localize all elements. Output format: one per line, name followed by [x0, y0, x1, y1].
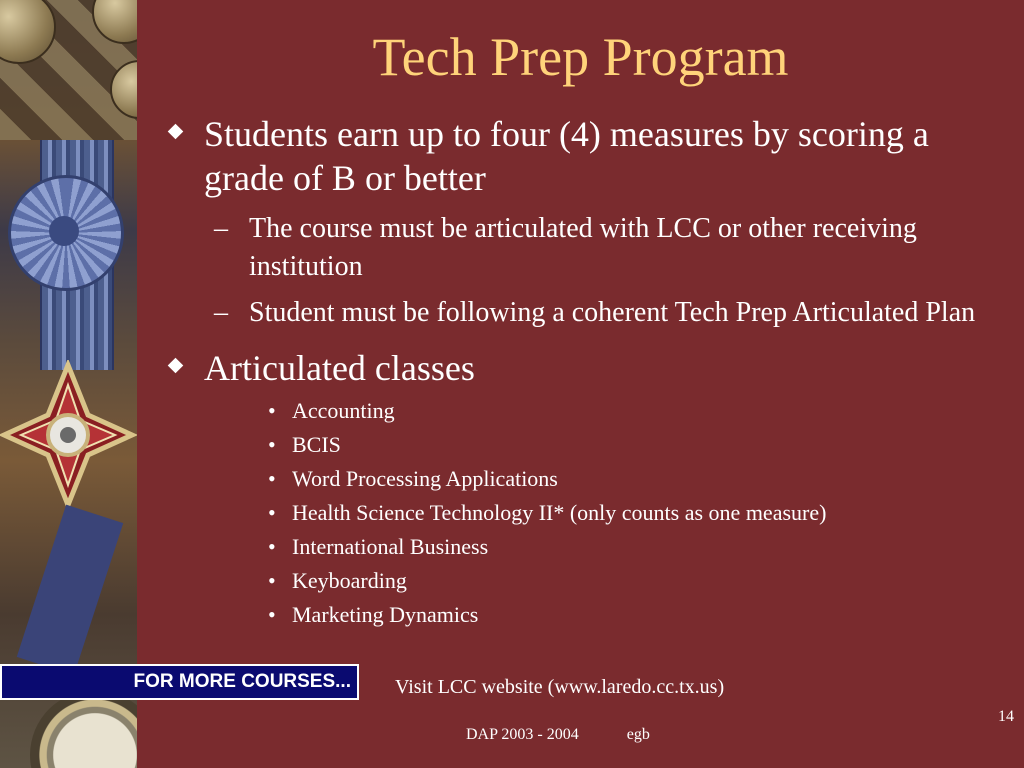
- for-more-courses-button[interactable]: FOR MORE COURSES...: [0, 664, 359, 700]
- class-name: BCIS: [292, 432, 341, 457]
- slide-footer: [466, 725, 650, 745]
- medal-cross-icon: [0, 360, 137, 510]
- dot-bullet-icon: •: [268, 466, 276, 491]
- class-name: Word Processing Applications: [292, 466, 558, 491]
- list-item: [168, 462, 998, 496]
- dot-bullet-icon: •: [268, 500, 276, 525]
- slide-content: [168, 112, 998, 632]
- slide-number: 14: [998, 708, 1014, 725]
- class-name: Keyboarding: [292, 568, 407, 593]
- bullet-level2: [168, 294, 998, 332]
- dot-bullet-icon: •: [268, 534, 276, 559]
- bullet-level1: [168, 112, 998, 200]
- bullet-level2: [168, 210, 998, 286]
- decorative-collage-image: [0, 0, 137, 768]
- bullet-level1: [168, 346, 998, 390]
- bullet-text: The course must be articulated with LCC or other receiving institution: [249, 213, 917, 282]
- dot-bullet-icon: •: [268, 432, 276, 457]
- class-name: Health Science Technology II* (only counts as one measure): [292, 500, 827, 525]
- list-item: [168, 564, 998, 598]
- diamond-bullet-icon: [168, 124, 184, 140]
- dash-bullet-icon: –: [214, 213, 228, 244]
- dash-bullet-icon: –: [214, 297, 228, 328]
- visit-lcc-website-link[interactable]: Visit LCC website (www.laredo.cc.tx.us): [395, 676, 725, 698]
- articulated-classes-list: [168, 394, 998, 632]
- dot-bullet-icon: •: [268, 602, 276, 627]
- footer-date-text: DAP 2003 - 2004: [466, 726, 579, 743]
- class-name: Accounting: [292, 398, 395, 423]
- list-item: [168, 530, 998, 564]
- slide-title: Tech Prep Program: [372, 27, 789, 87]
- list-item: [168, 598, 998, 632]
- diamond-bullet-icon: [168, 358, 184, 374]
- bullet-text: Student must be following a coherent Tech Prep Articulated Plan: [249, 297, 976, 328]
- class-name: International Business: [292, 534, 489, 559]
- compass-image: [30, 690, 137, 768]
- list-item: [168, 428, 998, 462]
- class-name: Marketing Dynamics: [292, 602, 479, 627]
- dot-bullet-icon: •: [268, 398, 276, 423]
- medal-band: [17, 505, 124, 676]
- list-item: [168, 394, 998, 428]
- bullet-text: Articulated classes: [204, 348, 475, 388]
- medal-rosette: [8, 175, 124, 291]
- dot-bullet-icon: •: [268, 568, 276, 593]
- bullet-text: Students earn up to four (4) measures by scoring a grade of B or better: [204, 114, 929, 198]
- footer-author-text: egb: [626, 726, 650, 743]
- list-item: [168, 496, 998, 530]
